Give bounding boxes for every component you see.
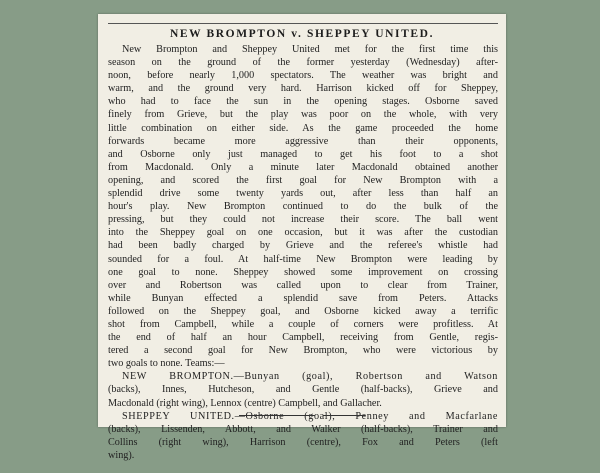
text-line: noon, before nearly 1,000 spectators. The weather was bright and bbox=[108, 70, 498, 82]
article-headline: NEW BROMPTON v. SHEPPEY UNITED. bbox=[169, 28, 435, 40]
newspaper-clipping bbox=[98, 14, 506, 461]
text-line: hour's play. New Brompton continued to do the bulk of the bbox=[108, 201, 498, 213]
text-line: little combination on either side. As the game proceeded the home bbox=[108, 122, 498, 134]
text-line: finely from Grieve, but the play was poor on the whole, with very bbox=[108, 109, 498, 121]
text-line: forwards became more aggressive than their opponents, bbox=[108, 135, 498, 147]
text-line: wing). bbox=[108, 449, 135, 461]
team-lineup-sheppey-united bbox=[108, 410, 498, 462]
end-rule bbox=[239, 415, 315, 416]
text-line: (backs), Innes, Hutcheson, and Gentle (half-backs), Grieve and bbox=[108, 384, 498, 396]
team-lineup-new-brompton bbox=[108, 370, 498, 409]
text-line: had been badly charged by Grieve and the referee's whistle had bbox=[108, 240, 498, 252]
match-report-paragraph bbox=[108, 43, 498, 370]
text-line: while Bunyan effected a splendid save from Peters. Attacks bbox=[108, 292, 498, 304]
text-line: shot from Campbell, while a couple of corners were profitless. At bbox=[108, 318, 498, 330]
end-rule bbox=[323, 415, 365, 416]
text-line: and Osborne only just managed to get his foot to a shot bbox=[108, 148, 498, 160]
text-line: New Brompton and Sheppey United met for the first time this bbox=[122, 44, 498, 55]
text-line: one goal to none. Sheppey showed some improvement on crossing bbox=[108, 266, 498, 278]
text-line: Macdonald (right wing), Lennox (centre) Campbell, and Gallacher. bbox=[108, 397, 382, 409]
text-line: (backs), Lissenden, Abbott, and Walker (half-backs), Trainer and bbox=[108, 423, 498, 435]
text-line: Collins (right wing), Harrison (centre), Fox and Peters (left bbox=[108, 436, 498, 448]
text-line: into the Sheppey goal on one occasion, but it was after the custodian bbox=[108, 227, 498, 239]
top-rule bbox=[108, 23, 498, 24]
text-line: followed on the Sheppey goal, and Osborne kicked away a terrific bbox=[108, 305, 498, 317]
text-line: season on the ground of the former yesterday (Wednesday) after- bbox=[108, 57, 498, 69]
text-line: from Macdonald. Only a minute later Macdonald obtained another bbox=[108, 161, 498, 173]
text-line: SHEPPEY UNITED.—Osborne (goal), Penney and Macfarlane bbox=[122, 410, 498, 422]
text-line: over and Robertson was called upon to clear from Trainer, bbox=[108, 279, 498, 291]
text-line: the end of half an hour Campbell, receiving from Gentle, regis- bbox=[108, 332, 498, 344]
text-line: sounded for a foul. At half-time New Brompton were leading by bbox=[108, 253, 498, 265]
text-line: who had to face the sun in the opening stages. Osborne saved bbox=[108, 96, 498, 108]
text-line: NEW BROMPTON.—Bunyan (goal), Robertson and Watson bbox=[122, 371, 498, 383]
text-line: two goals to none. Teams:— bbox=[108, 358, 225, 370]
article-body bbox=[108, 43, 498, 462]
text-line: pressing, but they could not increase their score. The ball went bbox=[108, 214, 498, 226]
text-line: tered a second goal for New Brompton, who were victorious by bbox=[108, 345, 498, 357]
text-line: warm, and the ground very hard. Harrison kicked off for Sheppey, bbox=[108, 83, 498, 95]
text-line: splendid drive some twenty yards out, after less than half an bbox=[108, 188, 498, 200]
text-line: opening, and scored the first goal for New Brompton with a bbox=[108, 174, 498, 186]
